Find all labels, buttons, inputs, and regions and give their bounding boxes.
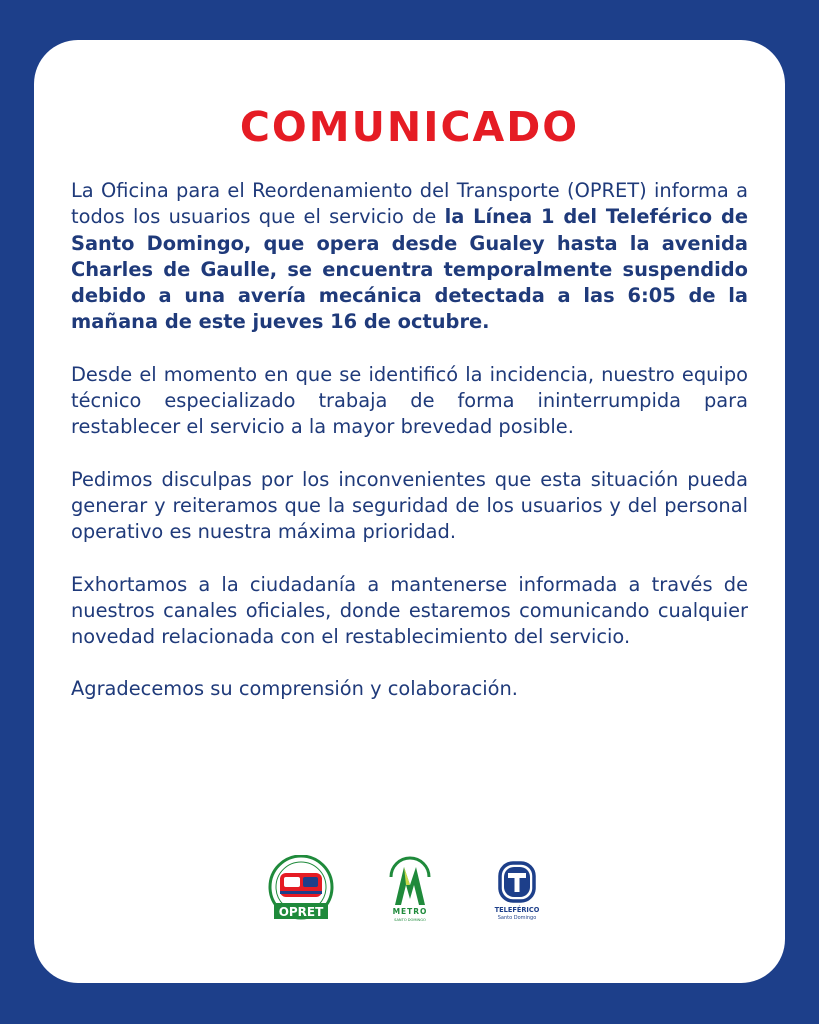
paragraph-1-intro: La Oficina para el Reordenamiento del Transporte (OPRET) informa a todos los usuarios que el servicio de [71, 179, 748, 229]
paragraph-4: Exhortamos a la ciudadanía a mantenerse informada a través de nuestros canales oficiales, donde estaremos comunicando cualquier novedad relacionada con el restablecimiento del servicio. [71, 572, 748, 649]
page-title: COMUNICADO [239, 103, 580, 151]
announcement-body [71, 178, 748, 729]
opret-logo-text: OPRET [278, 905, 324, 919]
logos-row [34, 855, 785, 925]
teleferico-logo-subtext: Santo Domingo [497, 915, 537, 921]
paragraph-1-highlight: la Línea 1 del Teleférico de Santo Domingo, que opera desde Gualey hasta la avenida Charles de Gaulle, se encuentra temporalmente suspendido debido a una avería mecánica detectada a las 6:05 de la mañana de este jueves 16 de octubre [71, 205, 748, 334]
paragraph-2: Desde el momento en que se identificó la incidencia, nuestro equipo técnico especializado trabaja de forma ininterrumpida para restablecer el servicio a la mayor brevedad posible. [71, 362, 748, 439]
metro-logo-text: METRO [392, 907, 428, 916]
paragraph-5: Agradecemos su comprensión y colaboración. [71, 677, 518, 701]
opret-logo [266, 855, 336, 923]
teleferico-logo [492, 857, 542, 923]
paragraph-3: Pedimos disculpas por los inconvenientes que esta situación pueda generar y reiteramos que la seguridad de los usuarios y del personal operativo es nuestra máxima prioridad. [71, 467, 748, 544]
paragraph-1-end: . [482, 310, 490, 334]
paragraph-1 [71, 178, 748, 336]
announcement-card [34, 40, 785, 983]
metro-logo [387, 855, 433, 923]
teleferico-logo-text: TELEFÉRICO [494, 906, 540, 914]
metro-logo-subtext: SANTO DOMINGO [394, 918, 426, 922]
